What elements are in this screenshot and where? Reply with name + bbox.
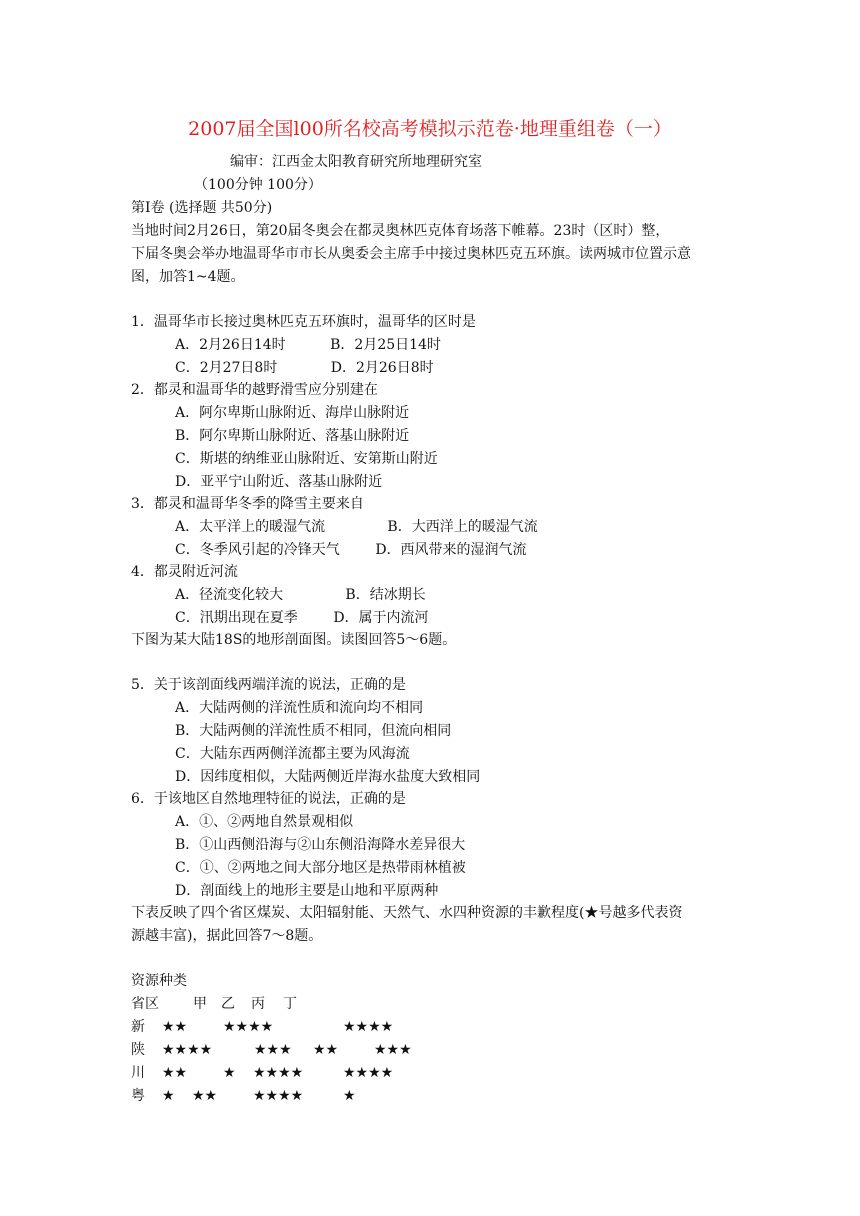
province-label: 粤 xyxy=(131,1088,145,1104)
stars-cell: ★★★★ xyxy=(343,1065,394,1081)
q3-stem: 3．都灵和温哥华冬季的降雪主要来自 xyxy=(131,496,364,512)
time-score-line: （100分钟 100分） xyxy=(194,177,322,193)
stars-cell: ★ xyxy=(223,1065,236,1081)
table-col-jia: 甲 xyxy=(193,996,207,1012)
stars-cell: ★★ xyxy=(162,1065,188,1081)
intro-line-2: 下届冬奥会举办地温哥华市市长从奥委会主席手中接过奥林匹克五环旗。读两城市位置示意 xyxy=(131,246,691,262)
q2-option-a: A．阿尔卑斯山脉附近、海岸山脉附近 xyxy=(175,405,410,421)
q6-option-b: B．①山西侧沿海与②山东侧沿海降水差异很大 xyxy=(175,837,466,853)
q1-options-row1: A．2月26日14时 B．2月25日14时 xyxy=(175,337,441,353)
intro-q5-6: 下图为某大陆18S的地形剖面图。读图回答5～6题。 xyxy=(131,632,457,648)
q4-options-row1: A．径流变化较大 B．结冰期长 xyxy=(175,587,426,603)
stars-cell: ★★★★ xyxy=(253,1088,304,1104)
intro-q7-8-line1: 下表反映了四个省区煤炭、太阳辐射能、天然气、水四种资源的丰歉程度(★号越多代表资 xyxy=(131,905,683,921)
q6-option-a: A．①、②两地自然景观相似 xyxy=(175,814,354,830)
province-label: 川 xyxy=(131,1065,145,1081)
q4-options-row2: C．汛期出现在夏季 D．属于内流河 xyxy=(175,610,429,626)
q6-option-c: C．①、②两地之间大部分地区是热带雨林植被 xyxy=(175,860,466,876)
table-row xyxy=(131,1087,451,1105)
q5-stem: 5．关于该剖面线两端洋流的说法，正确的是 xyxy=(131,677,406,693)
table-col-bing: 丙 xyxy=(251,996,265,1012)
q3-options-row1: A．太平洋上的暖湿气流 B．大西洋上的暖湿气流 xyxy=(175,519,538,535)
intro-q7-8-line2: 源越丰富)，据此回答7～8题。 xyxy=(131,928,323,944)
table-row xyxy=(131,1041,451,1059)
intro-line-1: 当地时间2月26日，第20届冬奥会在都灵奥林匹克体育场落下帷幕。23时（区时）整， xyxy=(131,223,670,239)
q5-option-a: A．大陆两侧的洋流性质和流向均不相同 xyxy=(175,700,424,716)
intro-line-3: 图，加答1~4题。 xyxy=(131,269,245,285)
q5-option-d: D．因纬度相似，大陆两侧近岸海水盐度大致相同 xyxy=(175,769,481,785)
stars-cell: ★★★★ xyxy=(253,1065,304,1081)
stars-cell: ★★ xyxy=(162,1019,188,1035)
q4-stem: 4．都灵附近河流 xyxy=(131,564,238,580)
table-header-resource: 资源种类 xyxy=(131,973,187,989)
stars-cell: ★★★ xyxy=(254,1042,292,1058)
q1-options-row2: C．2月27日8时 D．2月26日8时 xyxy=(175,360,434,376)
q5-option-c: C．大陆东西两侧洋流都主要为风海流 xyxy=(175,746,410,762)
stars-cell: ★★★★ xyxy=(343,1019,394,1035)
stars-cell: ★ xyxy=(343,1088,356,1104)
province-label: 新 xyxy=(131,1019,145,1035)
q2-option-b: B．阿尔卑斯山脉附近、落基山脉附近 xyxy=(175,428,410,444)
q1-stem: 1．温哥华市长接过奥林匹克五环旗时，温哥华的区时是 xyxy=(131,314,476,330)
table-row xyxy=(131,1018,451,1036)
section-heading: 第Ⅰ卷 (选择题 共50分) xyxy=(131,200,273,216)
stars-cell: ★ xyxy=(162,1088,175,1104)
stars-cell: ★★ xyxy=(192,1088,218,1104)
stars-cell: ★★★★ xyxy=(162,1042,213,1058)
table-col-ding: 丁 xyxy=(283,996,297,1012)
stars-cell: ★★ xyxy=(313,1042,339,1058)
table-header-row xyxy=(131,995,431,1013)
province-label: 陕 xyxy=(131,1042,145,1058)
q3-options-row2: C．冬季风引起的冷锋天气 D．西风带来的湿润气流 xyxy=(175,542,527,558)
page-title: 2007届全国l00所名校高考模拟示范卷·地理重组卷（一） xyxy=(188,118,672,140)
q2-option-d: D．亚平宁山附近、落基山脉附近 xyxy=(175,474,383,490)
q2-option-c: C．斯堪的纳维亚山脉附近、安第斯山附近 xyxy=(175,451,438,467)
q6-stem: 6．于该地区自然地理特征的说法，正确的是 xyxy=(131,791,406,807)
q5-option-b: B．大陆两侧的洋流性质不相同，但流向相同 xyxy=(175,723,452,739)
q2-stem: 2．都灵和温哥华的越野滑雪应分别建在 xyxy=(131,382,378,398)
table-row xyxy=(131,1064,451,1082)
table-header-province: 省区 xyxy=(131,996,159,1012)
stars-cell: ★★★★ xyxy=(223,1019,274,1035)
q6-option-d: D．剖面线上的地形主要是山地和平原两种 xyxy=(175,883,439,899)
editor-line: 编审：江西金太阳教育研究所地理研究室 xyxy=(230,154,482,170)
stars-cell: ★★★ xyxy=(374,1042,412,1058)
table-col-yi: 乙 xyxy=(221,996,235,1012)
